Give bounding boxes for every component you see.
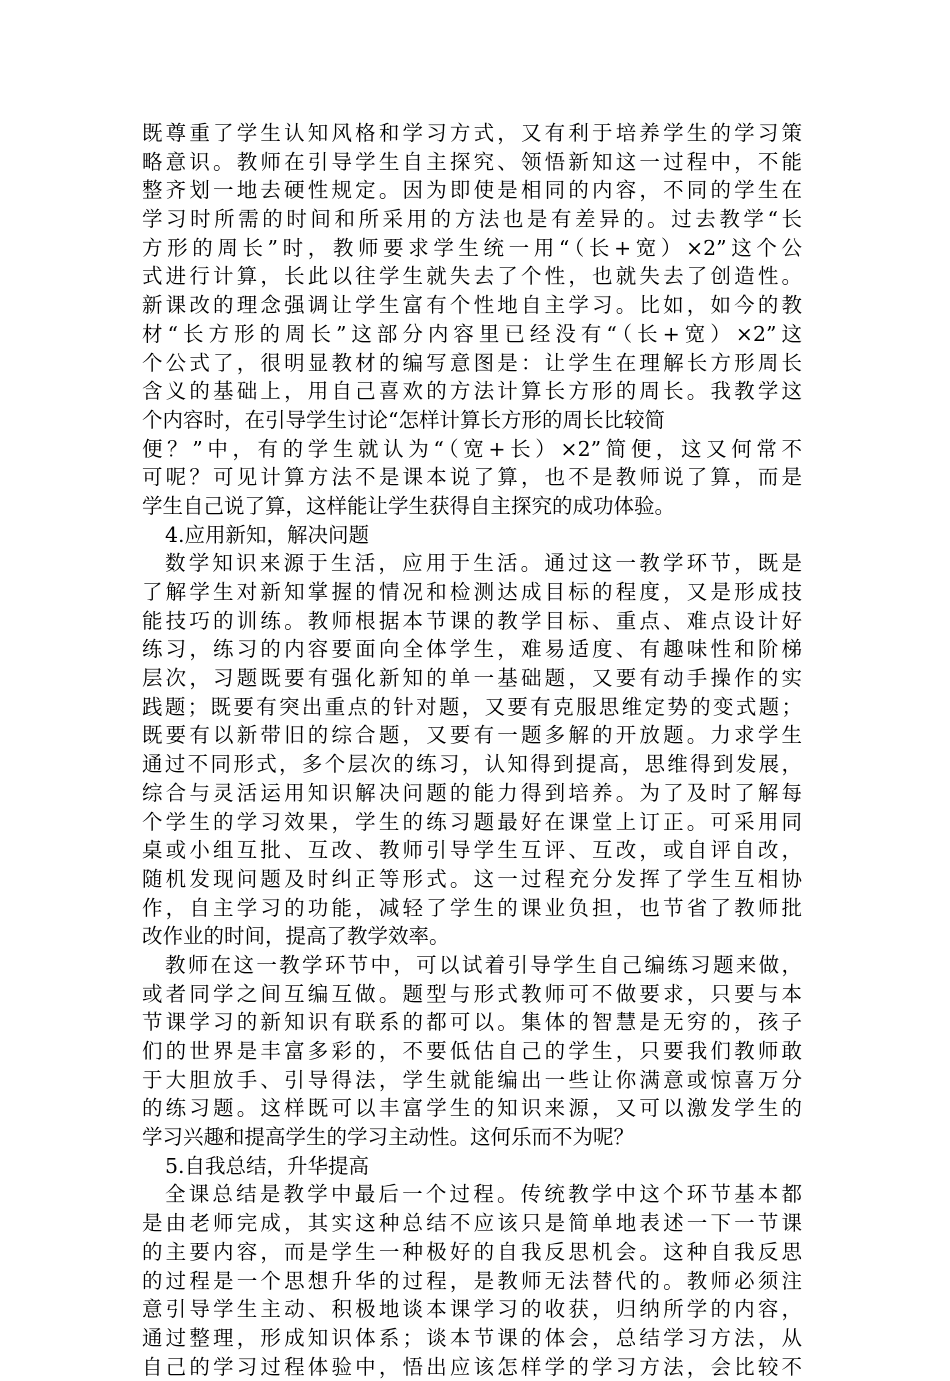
text-line: 综合与灵活运用知识解决问题的能力得到培养。为了及时了解每	[142, 780, 802, 805]
text-line: 学生自己说了算，这样能让学生获得自主探究的成功体验。	[142, 493, 675, 518]
text-line: 的主要内容，而是学生一种极好的自我反思机会。这种自我反思	[142, 1239, 802, 1264]
text-line: 5.自我总结，升华提高	[165, 1153, 370, 1178]
text-line: 方形的周长”时，教师要求学生统一用“（长+宽）×2”这个公	[142, 235, 802, 260]
text-line: 练习，练习的内容要面向全体学生，难易适度、有趣味性和阶梯	[142, 637, 802, 662]
text-line: 践题；既要有突出重点的针对题，又要有克服思维定势的变式题；	[142, 694, 802, 719]
text-line: 4.应用新知，解决问题	[165, 522, 370, 547]
text-line: 们的世界是丰富多彩的，不要低估自己的学生，只要我们教师敢	[142, 1039, 802, 1063]
text-line: 式进行计算，长此以往学生就失去了个性，也就失去了创造性。	[142, 264, 802, 289]
text-line: 了解学生对新知掌握的情况和检测达成目标的程度，又是形成技	[142, 580, 802, 604]
text-line: 改作业的时间，提高了教学效率。	[142, 924, 450, 949]
text-line: 既尊重了学生认知风格和学习方式，又有利于培养学生的学习策	[142, 121, 802, 145]
text-line: 材“长方形的周长”这部分内容里已经没有“（长+宽）×2”这	[142, 321, 802, 346]
text-line: 桌或小组互批、互改、教师引导学生互评、互改，或自评自改，	[142, 838, 802, 863]
text-line: 或者同学之间互编互做。题型与形式教师可不做要求，只要与本	[142, 981, 802, 1006]
text-line: 意引导学生主动、积极地谈本课学习的收获，归纳所学的内容，	[142, 1297, 802, 1322]
text-line: 自己的学习过程体验中，悟出应该怎样学的学习方法，会比较不	[142, 1354, 802, 1379]
text-line: 全课总结是教学中最后一个过程。传统教学中这个环节基本都	[165, 1182, 802, 1207]
text-line: 学习兴趣和提高学生的学习主动性。这何乐而不为呢？	[142, 1125, 634, 1150]
text-line: 的练习题。这样既可以丰富学生的知识来源，又可以激发学生的	[142, 1096, 802, 1121]
text-line: 数学知识来源于生活，应用于生活。通过这一教学环节，既是	[165, 551, 802, 576]
text-line: 个学生的学习效果，学生的练习题最好在课堂上订正。可采用同	[142, 809, 802, 834]
text-line: 教师在这一教学环节中，可以试着引导学生自己编练习题来做，	[165, 952, 802, 977]
text-line: 含义的基础上，用自己喜欢的方法计算长方形的周长。我教学这	[142, 379, 802, 404]
text-line: 的过程是一个思想升华的过程，是教师无法替代的。教师必须注	[142, 1268, 802, 1293]
text-line: 便？”中，有的学生就认为“（宽+长）×2”简便，这又何常不	[142, 436, 802, 461]
text-line: 是由老师完成，其实这种总结不应该只是简单地表述一下一节课	[142, 1211, 802, 1236]
document-body	[142, 119, 802, 1381]
text-line: 学习时所需的时间和所采用的方法也是有差异的。过去教学“长	[142, 207, 802, 232]
text-line: 个内容时，在引导学生讨论“怎样计算长方形的周长比较简	[142, 407, 665, 432]
text-line: 作，自主学习的功能，减轻了学生的课业负担，也节省了教师批	[142, 895, 802, 920]
text-line: 节课学习的新知识有联系的都可以。集体的智慧是无穷的，孩子	[142, 1010, 802, 1035]
text-line: 层次，习题既要有强化新知的单一基础题，又要有动手操作的实	[142, 666, 802, 691]
text-line: 可呢？可见计算方法不是课本说了算，也不是教师说了算，而是	[142, 465, 802, 490]
text-line: 通过整理，形成知识体系；谈本节课的体会，总结学习方法，从	[142, 1325, 802, 1350]
text-line: 整齐划一地去硬性规定。因为即使是相同的内容，不同的学生在	[142, 178, 802, 203]
text-line: 个公式了，很明显教材的编写意图是：让学生在理解长方形周长	[142, 350, 802, 375]
text-line: 于大胆放手、引导得法，学生就能编出一些让你满意或惊喜万分	[142, 1067, 802, 1092]
text-line: 既要有以新带旧的综合题，又要有一题多解的开放题。力求学生	[142, 723, 802, 748]
text-line: 随机发现问题及时纠正等形式。这一过程充分发挥了学生互相协	[142, 866, 802, 891]
text-line: 能技巧的训练。教师根据本节课的教学目标、重点、难点设计好	[142, 608, 802, 633]
text-line: 通过不同形式，多个层次的练习，认知得到提高，思维得到发展，	[142, 752, 802, 777]
text-line: 略意识。教师在引导学生自主探究、领悟新知这一过程中，不能	[142, 149, 802, 174]
text-line: 新课改的理念强调让学生富有个性地自主学习。比如，如今的教	[142, 293, 802, 318]
